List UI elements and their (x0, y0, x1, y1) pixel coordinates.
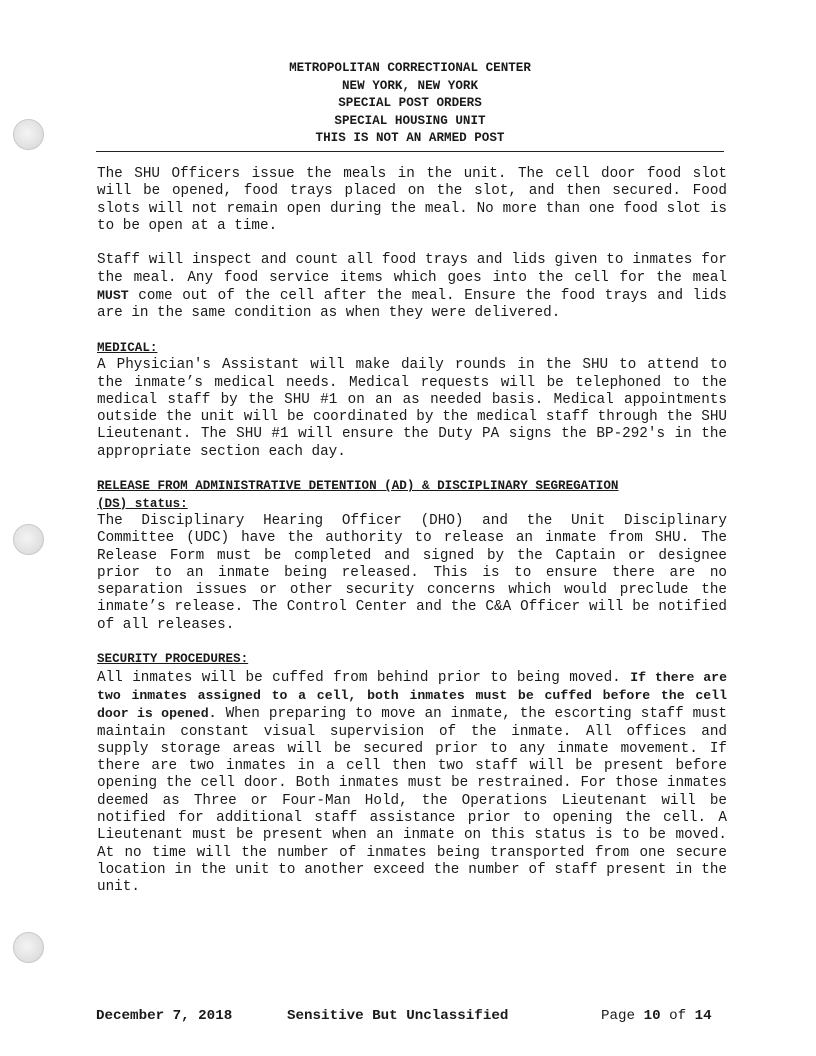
header-location: NEW YORK, NEW YORK (341, 78, 479, 93)
release-paragraph: The Disciplinary Hearing Officer (DHO) and the Unit Disciplinary Committee (UDC) have the authority to release an inmate from SHU. The Release Form must be completed and signed by the Captain or designee prior to an inmate being released. This is to ensure there are no separation issues or other security concerns which would preclude the inmate’s release. The Control Center and the C&A Officer will be notified of all releases. (97, 512, 727, 633)
header-institution: METROPOLITAN CORRECTIONAL CENTER (289, 61, 531, 75)
food-trays-paragraph: Staff will inspect and count all food trays and lids given to inmates for the meal. Any food service items which goes into the cell for the meal MUST come out of the cell after the meal. Ensure the food trays and lids are in the same condition as when they were delivered. (97, 252, 727, 322)
medical-paragraph: A Physician's Assistant will make daily rounds in the SHU to attend to the inmate’s medical needs. Medical requests will be telephoned to the medical staff by the SHU #1 on an as needed basis. Medical appointments outside the unit will be coordinated by the medical staff through the SHU Lieutenant. The SHU #1 will ensure the Duty PA signs the BP-292's in the appropriate section each day. (97, 357, 727, 460)
meals-paragraph: The SHU Officers issue the meals in the unit. The cell door food slot will be opened, food trays placed on the slot, and then secured. Food slots will not remain open during the meal. No more than one food slot is to be open at a time. (97, 166, 727, 234)
document-body (97, 166, 727, 896)
footer-classification: Sensitive But Unclassified (287, 1008, 509, 1024)
header-unit: SPECIAL HOUSING UNIT (334, 113, 486, 128)
header-post-status: THIS IS NOT AN ARMED POST (315, 131, 505, 146)
medical-heading: MEDICAL: (97, 340, 158, 355)
security-emphasis: If there are two inmates assigned to a cell, both inmates must be cuffed before the cell door is opened. (97, 669, 727, 722)
security-paragraph: All inmates will be cuffed from behind prior to being moved. If there are two inmates assigned to a cell, both inmates must be cuffed before the cell door is opened. When preparing to move an inmate, the escorting staff must maintain constant visual supervision of the inmate. All offices and supply storage areas will be secured prior to any inmate movement. If there are two inmates in a cell then two staff will be present before opening the cell door. Both inmates must be restrained. For those inmates deemed as Three or Four-Man Hold, the Operations Lieutenant will be notified for additional staff assistance prior to opening the cell. A Lieutenant must be present when an inmate on this status is to be moved. At no time will the number of inmates being transported from one secure location in the unit to another exceed the number of staff present in the unit. (97, 669, 727, 896)
footer-date: December 7, 2018 (96, 1008, 233, 1024)
punch-hole-bottom (13, 932, 44, 963)
header-divider (96, 151, 724, 152)
security-heading: SECURITY PROCEDURES: (97, 652, 249, 667)
must-emphasis: MUST (97, 288, 129, 304)
release-heading: RELEASE FROM ADMINISTRATIVE DETENTION (AD) & DISCIPLINARY SEGREGATION (DS) status: (97, 479, 619, 511)
footer-page-number: Page 10 of 14 (601, 1008, 712, 1024)
document-header (96, 60, 724, 148)
header-doc-type: SPECIAL POST ORDERS (338, 96, 482, 111)
punch-hole-middle (13, 524, 44, 555)
punch-hole-top (13, 119, 44, 150)
